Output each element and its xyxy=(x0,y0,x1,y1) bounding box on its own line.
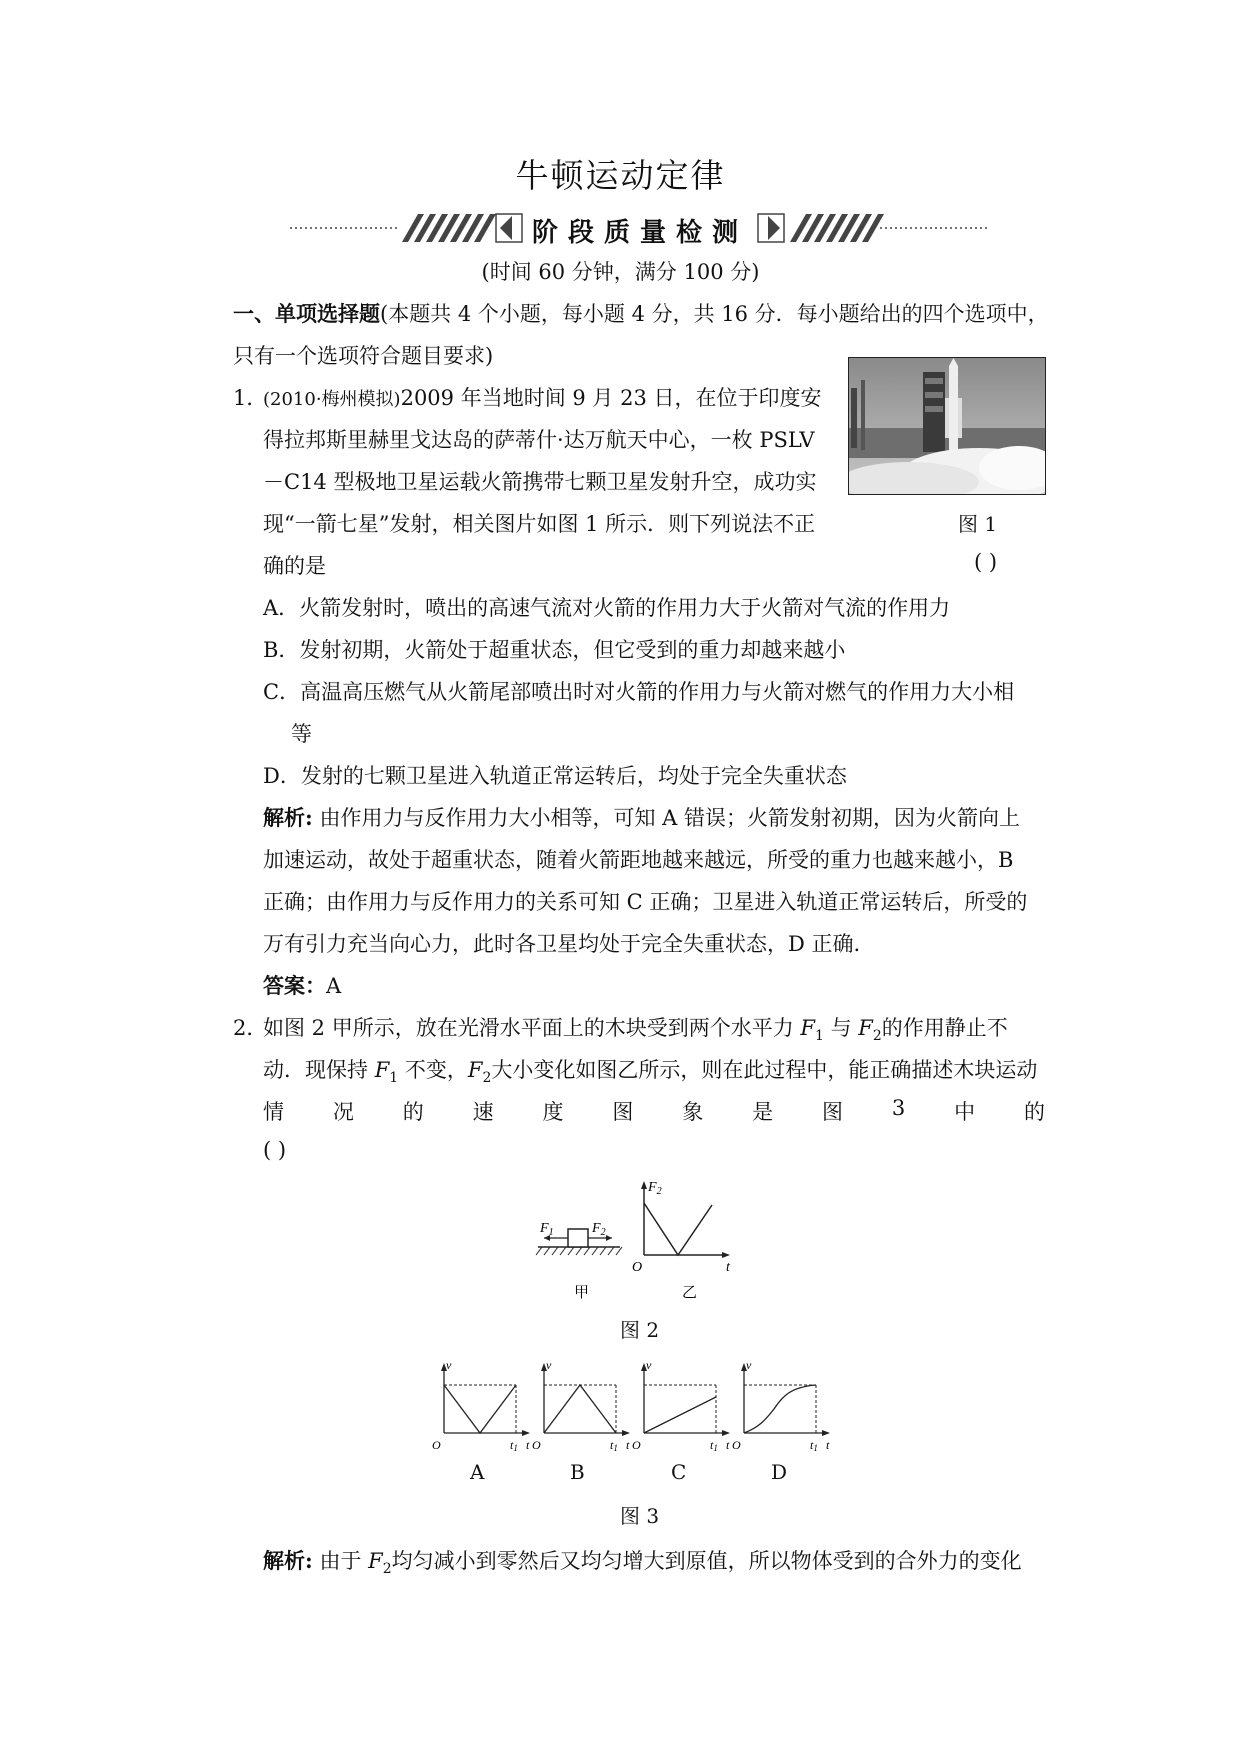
axis-label-v: v xyxy=(446,1358,452,1372)
question-line xyxy=(263,1012,1008,1044)
answer-value: A xyxy=(326,974,342,998)
analysis-label: 解析: xyxy=(263,1548,313,1573)
origin-label: O xyxy=(632,1438,641,1452)
velocity-graph-b xyxy=(532,1358,630,1453)
origin-label: O xyxy=(632,1260,643,1275)
answer-line xyxy=(263,970,341,1000)
t1-label: t1 xyxy=(610,1438,618,1453)
t1-label: t1 xyxy=(510,1438,518,1453)
question-text xyxy=(263,382,821,412)
option-c-continued: 等 xyxy=(291,722,312,746)
origin-label: O xyxy=(732,1438,741,1452)
label-yi: 乙 xyxy=(682,1285,698,1301)
force-symbol: F xyxy=(467,1058,483,1082)
option-a: A．火箭发射时，喷出的高速气流对火箭的作用力大于火箭对气流的作用力 xyxy=(263,596,951,620)
question-line: －C14 型极地卫星运载火箭携带七颗卫星发射升空，成功实 xyxy=(263,470,817,494)
analysis-line: 加速运动，故处于超重状态，随着火箭距地越来越远，所受的重力也越来越小，B xyxy=(263,848,1014,872)
text-run: 大小变化如图乙所示，则在此过程中，能正确描述木块运动 xyxy=(491,1058,1038,1082)
text-run: 动．现保持 xyxy=(263,1058,368,1082)
axis-label-v: v xyxy=(546,1358,552,1372)
word: 情 xyxy=(263,1100,284,1124)
analysis-line xyxy=(263,802,1020,832)
option-c: C．高温高压燃气从火箭尾部喷出时对火箭的作用力与火箭对燃气的作用力大小相 xyxy=(263,680,1015,704)
velocity-graph-a xyxy=(432,1358,530,1453)
text-run: 与 xyxy=(830,1016,852,1040)
analysis-line xyxy=(263,1545,1022,1577)
analysis-line: 正确；由作用力与反作用力的关系可知 C 正确；卫星进入轨道正常运转后，所受的 xyxy=(263,890,1028,914)
text-run: 均匀减小到零然后又均匀增大到原值，所以物体受到的合外力的变化 xyxy=(391,1549,1022,1573)
analysis-text: 由作用力与反作用力大小相等，可知 A 错误；火箭发射初期，因为火箭向上 xyxy=(319,806,1020,830)
velocity-graph-d xyxy=(732,1358,830,1453)
force-subscript: 2 xyxy=(382,1561,392,1578)
axis-label-t: t xyxy=(826,1438,830,1452)
axis-label-t: t xyxy=(626,1438,630,1452)
answer-bracket: ( ) xyxy=(263,1138,287,1162)
f2-time-graph xyxy=(632,1180,731,1275)
force-subscript: 2 xyxy=(872,1028,882,1045)
force-subscript: 1 xyxy=(814,1028,824,1045)
t1-label: t1 xyxy=(710,1438,718,1453)
axis-label-t: t xyxy=(726,1438,730,1452)
origin-label: O xyxy=(532,1438,541,1452)
text-run: 不变， xyxy=(404,1058,468,1082)
word: 象 xyxy=(682,1100,704,1124)
label-f1: $F_1$ xyxy=(540,1221,554,1238)
rocket-launch-photo xyxy=(848,357,1046,495)
word: 图 xyxy=(822,1100,843,1124)
force-symbol: F xyxy=(374,1058,390,1082)
text-run: 如图 2 甲所示，放在光滑水平面上的木块受到两个水平力 xyxy=(263,1016,794,1040)
banner-title: 阶段质量检测 xyxy=(531,218,748,248)
word: 度 xyxy=(542,1100,564,1124)
subfigure-label-c: C xyxy=(671,1460,687,1484)
t1-label: t1 xyxy=(810,1438,818,1453)
word: 中 xyxy=(954,1100,976,1124)
label-jia: 甲 xyxy=(574,1285,590,1301)
word: 3 xyxy=(891,1096,906,1120)
figure-caption: 图 2 xyxy=(620,1318,660,1342)
question-line xyxy=(263,1054,1037,1086)
force-subscript: 1 xyxy=(389,1070,399,1087)
page-title: 牛顿运动定律 xyxy=(515,156,726,195)
figure-caption: 图 1 xyxy=(958,512,998,536)
section-banner xyxy=(290,208,990,248)
axis-label-v: v xyxy=(746,1358,752,1372)
text-run: 由于 xyxy=(319,1549,362,1573)
section-heading-line2: 只有一个选项符合题目要求) xyxy=(233,344,494,368)
label-f2: $F_2$ xyxy=(592,1221,606,1238)
axis-label-f2: $F_2$ xyxy=(648,1180,662,1197)
option-d: D．发射的七颗卫星进入轨道正常运转后，均处于完全失重状态 xyxy=(263,764,847,788)
word: 是 xyxy=(752,1100,774,1124)
axis-label-t: t xyxy=(726,1260,730,1275)
subfigure-label-b: B xyxy=(570,1460,585,1484)
analysis-line: 万有引力充当向心力，此时各卫星均处于完全失重状态，D 正确. xyxy=(263,932,861,956)
word: 图 xyxy=(612,1100,634,1124)
section-heading xyxy=(233,298,1049,328)
figure-caption: 图 3 xyxy=(620,1504,660,1528)
answer-bracket: ( ) xyxy=(974,550,998,574)
question-line: 现“一箭七星”发射，相关图片如图 1 所示．则下列说法不正 xyxy=(263,512,816,536)
origin-label: O xyxy=(432,1438,441,1452)
word: 速 xyxy=(472,1100,494,1124)
word: 况 xyxy=(332,1100,354,1124)
question-source: (2010·梅州模拟) xyxy=(263,389,401,410)
word: 的 xyxy=(1024,1100,1045,1124)
question-line: 2009 年当地时间 9 月 23 日，在位于印度安 xyxy=(400,386,822,410)
analysis-label: 解析: xyxy=(263,805,313,830)
question-line-justified xyxy=(263,1096,1045,1126)
text-run: 的作用静止不 xyxy=(881,1016,1008,1040)
figure-2 xyxy=(530,1175,750,1305)
section-heading-title: 一、单项选择题 xyxy=(233,301,380,326)
force-subscript: 2 xyxy=(482,1070,492,1087)
question-number: 2． xyxy=(233,1016,268,1040)
force-symbol: F xyxy=(800,1016,815,1040)
force-symbol: F xyxy=(368,1549,383,1573)
question-line: 得拉邦斯里赫里戈达岛的萨蒂什·达万航天中心，一枚 PSLV xyxy=(263,428,815,452)
exam-time-note: (时间 60 分钟，满分 100 分) xyxy=(481,260,760,284)
force-symbol: F xyxy=(858,1016,873,1040)
block-diagram xyxy=(536,1221,622,1255)
axis-label-v: v xyxy=(646,1358,652,1372)
velocity-graph-c xyxy=(632,1358,730,1453)
figure-3 xyxy=(430,1355,850,1455)
subfigure-label-a: A xyxy=(470,1460,485,1484)
question-number: 1． xyxy=(233,386,268,410)
word: 的 xyxy=(402,1100,424,1124)
axis-label-t: t xyxy=(526,1438,530,1452)
section-heading-rest: (本题共 4 个小题，每小题 4 分，共 16 分．每小题给出的四个选项中， xyxy=(380,302,1049,326)
option-b: B．发射初期，火箭处于超重状态，但它受到的重力却越来越小 xyxy=(263,638,846,662)
question-line: 确的是 xyxy=(263,554,326,578)
answer-label: 答案： xyxy=(263,973,326,998)
subfigure-label-d: D xyxy=(771,1460,788,1484)
